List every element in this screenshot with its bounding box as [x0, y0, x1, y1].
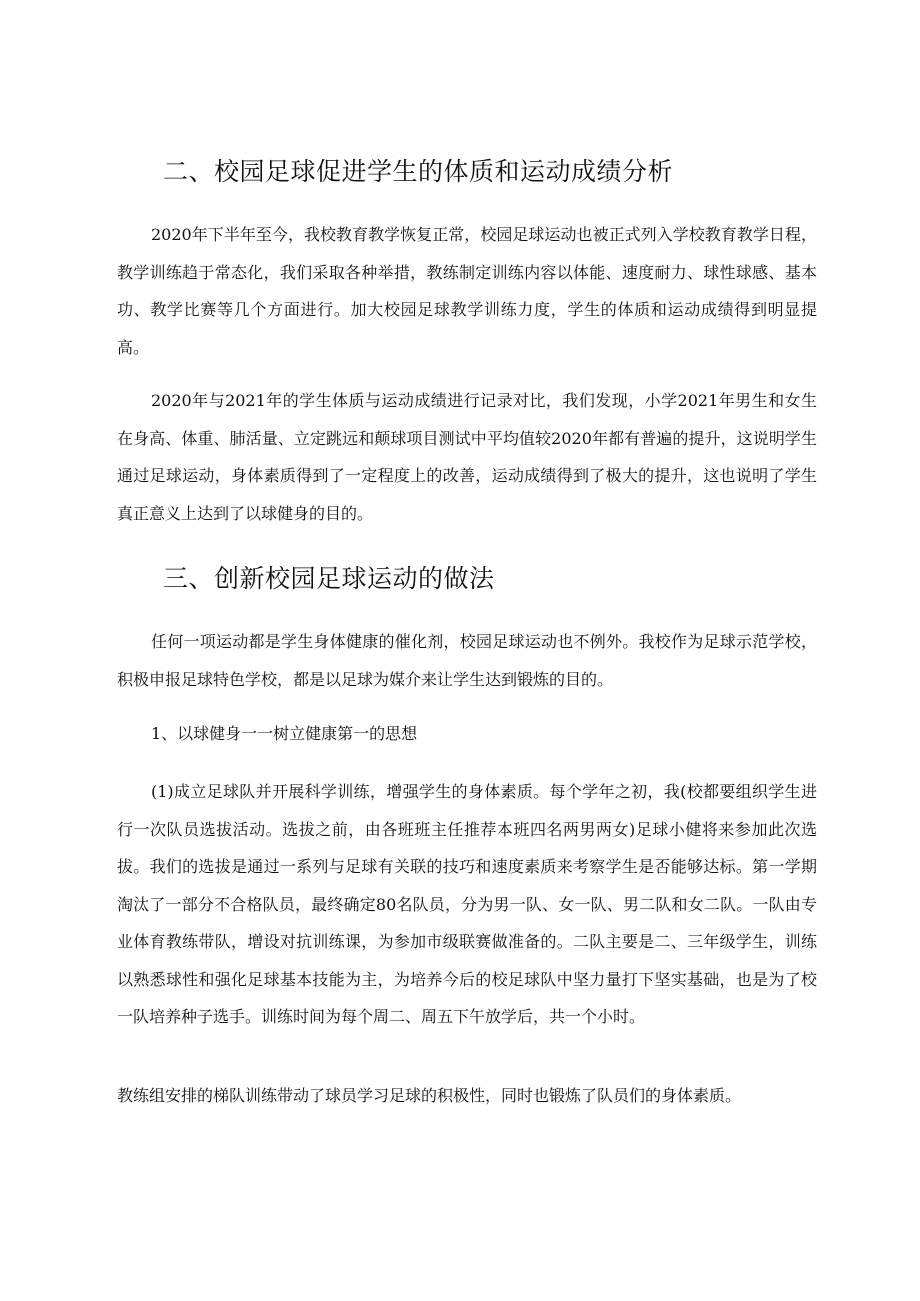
section-3-paragraph-1: 任何一项运动都是学生身体健康的催化剂，校园足球运动也不例外。我校作为足球示范学校，积极申报足球特色学校，都是以足球为媒介来让学生达到锻炼的目的。: [117, 632, 817, 689]
section-3-paragraph-3: 教练组安排的梯队训练带动了球员学习足球的积极性，同时也锻炼了队员们的身体素质。: [117, 1086, 742, 1105]
section-heading-3: 三、创新校园足球运动的做法: [163, 564, 495, 593]
section-2-paragraph-1: 2020年下半年至今，我校教育教学恢复正常，校园足球运动也被正式列入学校教育教学日程，教学训练趋于常态化，我们采取各种举措，教练制定训练内容以体能、速度耐力、球性球感、基本功、教学比赛等几个方面进行。加大校园足球教学训练力度，学生的体质和运动成绩得到明显提高。: [117, 225, 817, 357]
subheading-1: 1、以球健身一一树立健康第一的思想: [151, 724, 418, 743]
section-2-paragraph-2: 2020年与2021年的学生体质与运动成绩进行记录对比，我们发现，小学2021年男生和女生在身高、体重、肺活量、立定跳远和颠球项目测试中平均值较2020年都有普遍的提升，这说明学生通过足球运动，身体素质得到了一定程度上的改善，运动成绩得到了极大的提升，这也说明了学生真正意义上达到了以球健身的目的。: [117, 391, 817, 523]
section-3-paragraph-2: (1)成立足球队并开展科学训练，增强学生的身体素质。每个学年之初，我(校都要组织学生进行一次队员选拔活动。选拔之前，由各班班主任推荐本班四名两男两女)足球小健将来参加此次选拔。我们的选拔是通过一系列与足球有关联的技巧和速度素质来考察学生是否能够达标。第一学期淘汰了一部分不合格队员，最终确定80名队员，分为男一队、女一队、男二队和女二队。一队由专业体育教练带队，增设对抗训练课，为参加市级联赛做准备的。二队主要是二、三年级学生，训练以熟悉球性和强化足球基本技能为主，为培养今后的校足球队中坚力量打下坚实基础，也是为了校一队培养种子选手。训练时间为每个周二、周五下午放学后，共一个小时。: [117, 782, 817, 1026]
section-heading-2: 二、校园足球促进学生的体质和运动成绩分析: [163, 157, 674, 186]
